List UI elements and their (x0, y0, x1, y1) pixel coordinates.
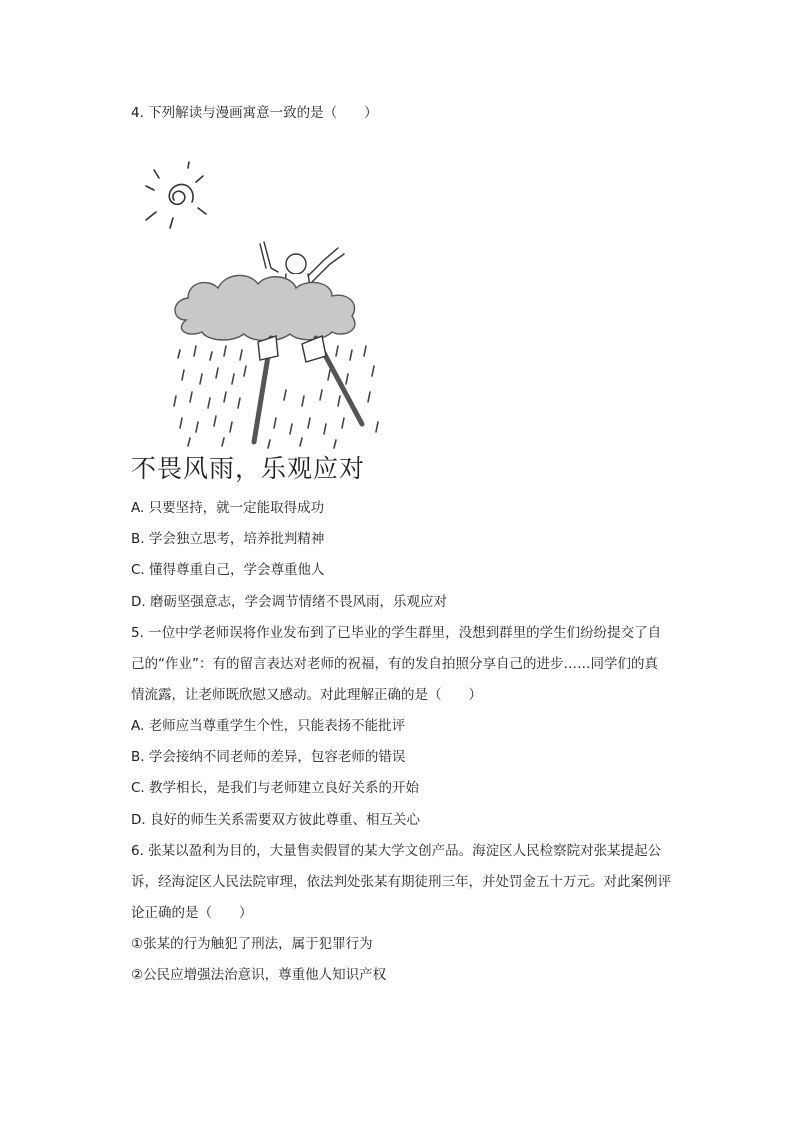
q4-option-c: C. 懂得尊重自己，学会尊重他人 (131, 562, 325, 578)
q5-stem-line-1: 5. 一位中学老师误将作业发布到了已毕业的学生群里，没想到群里的学生们纷纷提交了自 (131, 625, 662, 641)
q6-stem-line-2: 诉，经海淀区人民法院审理，依法判处张某有期徒刑三年，并处罚金五十万元。对此案例评 (131, 874, 671, 890)
q4-stem: 4. 下列解读与漫画寓意一致的是（ ） (131, 105, 378, 121)
q5-stem-line-2: 己的“作业”：有的留言表达对老师的祝福，有的发自拍照分享自己的进步……同学们的真 (131, 656, 658, 672)
q6-stem-line-1: 6. 张某以盈利为目的，大量售卖假冒的某大学文创产品。海淀区人民检察院对张某提起公 (131, 843, 662, 859)
q6-statement-1: ①张某的行为触犯了刑法，属于犯罪行为 (131, 936, 373, 952)
cartoon-illustration (126, 160, 396, 450)
q5-option-c: C. 教学相长，是我们与老师建立良好关系的开始 (131, 780, 420, 796)
q4-option-d: D. 磨砺坚强意志，学会调节情绪不畏风雨，乐观应对 (131, 594, 447, 610)
q4-option-a: A. 只要坚持，就一定能取得成功 (131, 500, 325, 516)
q6-stem-line-3: 论正确的是（ ） (131, 905, 253, 921)
q5-option-b: B. 学会接纳不同老师的差异，包容老师的错误 (131, 749, 406, 765)
cartoon-caption: 不畏风雨，乐观应对 (131, 454, 366, 483)
q6-statement-2: ②公民应增强法治意识，尊重他人知识产权 (131, 967, 387, 983)
q5-option-d: D. 良好的师生关系需要双方彼此尊重、相互关心 (131, 812, 420, 828)
q4-option-b: B. 学会独立思考，培养批判精神 (131, 531, 325, 547)
q5-stem-line-3: 情流露，让老师既欣慰又感动。对此理解正确的是（ ） (131, 687, 482, 703)
cloud-shape (175, 275, 355, 340)
q5-option-a: A. 老师应当尊重学生个性，只能表扬不能批评 (131, 718, 406, 734)
sun-icon (146, 162, 206, 228)
